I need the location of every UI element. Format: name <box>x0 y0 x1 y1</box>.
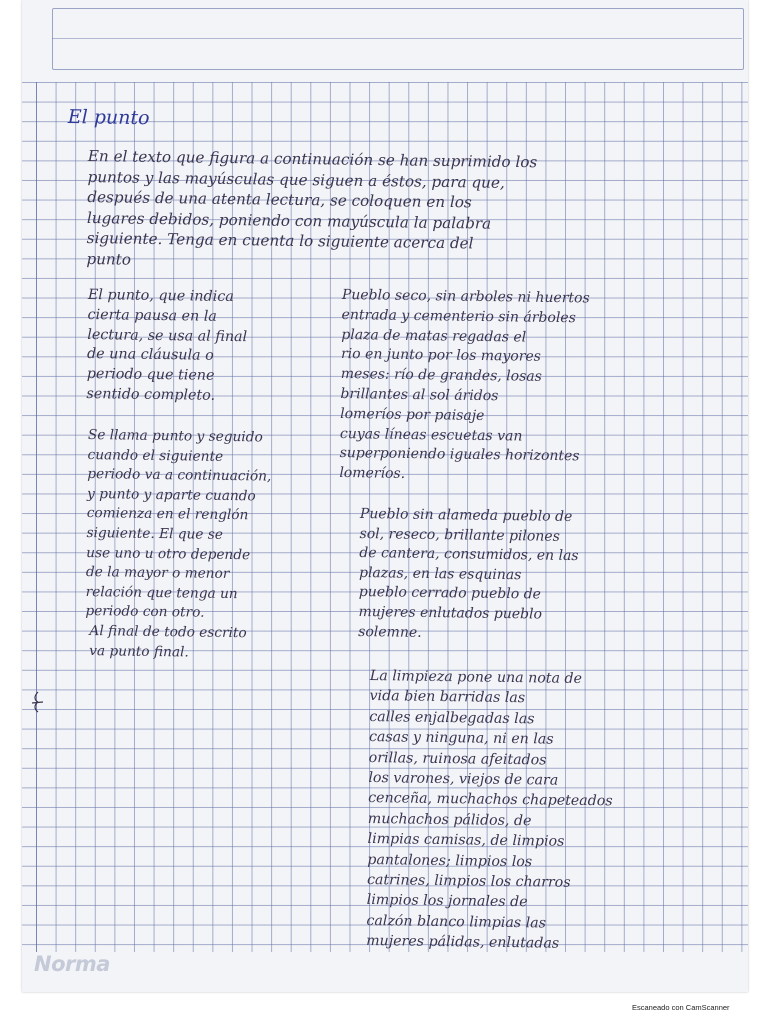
header-box <box>52 8 744 70</box>
text-line: mujeres pálidas, enlutadas <box>366 933 560 952</box>
text-line: entrada y cementerio sin árboles <box>341 306 576 327</box>
text-line: cuyas líneas escuetas van <box>339 425 523 445</box>
left-column-paragraph-2 <box>85 426 272 664</box>
text-line: los varones, viejos de cara <box>368 770 559 789</box>
text-line: meses: río de grandes, losas <box>340 366 542 385</box>
right-column-paragraph-3 <box>366 666 614 955</box>
text-line: lugares debidos, poniendo con mayúscula la palabra <box>86 208 492 233</box>
text-line: lomeríos por paisaje <box>340 405 485 424</box>
text-line: limpias camisas, de limpios <box>367 831 565 850</box>
text-line: va punto final. <box>84 642 189 660</box>
text-line: casas y ninguna, ni en las <box>368 729 554 748</box>
text-line: En el texto que figura a continuación se han suprimido los <box>87 146 538 172</box>
left-column-paragraph-1 <box>86 286 248 407</box>
text-line: puntos y las mayúsculas que siguen a éstos, para que, <box>87 167 505 192</box>
text-line: siguiente. Tenga en cuenta lo siguiente acerca del <box>86 229 474 253</box>
text-line: vida bien barridas las <box>369 688 526 707</box>
text-line: después de una atenta lectura, se coloquen en los <box>87 188 472 212</box>
text-line: calles enjalbegadas las <box>369 708 535 728</box>
text-line: lectura, se usa al final <box>87 326 248 345</box>
text-line: pantalones; limpios los <box>367 851 533 870</box>
page-title: El punto <box>67 106 150 130</box>
text-line: El punto, que indica <box>87 286 234 306</box>
margin-mark-icon <box>30 690 44 714</box>
text-line: mujeres enlutados pueblo <box>358 603 543 623</box>
text-line: cuando el siguiente <box>87 446 224 465</box>
text-line: plazas, en las esquinas <box>358 564 522 584</box>
text-line: siguiente. El que se <box>86 524 224 543</box>
margin-line <box>36 82 37 952</box>
text-line: brillantes al sol áridos <box>340 385 499 405</box>
text-line: La limpieza pone una nota de <box>369 667 583 687</box>
text-line: muchachos pálidos, de <box>367 810 532 830</box>
text-line: lomeríos. <box>339 465 406 483</box>
text-line: periodo va a continuación, <box>87 466 272 485</box>
text-line: Pueblo sin alameda pueblo de <box>359 505 573 525</box>
text-line: solemne. <box>358 623 422 641</box>
text-line: cierta pausa en la <box>87 306 217 325</box>
text-line: comienza en el renglón <box>86 505 249 524</box>
text-line: cenceña, muchachos chapeteados <box>368 790 613 810</box>
page-bottom-margin <box>22 952 748 992</box>
text-line: catrines, limpios los charros <box>366 872 571 891</box>
scanner-footer: Escaneado con CamScanner <box>632 1003 730 1012</box>
text-line: de una cláusula o <box>86 346 214 365</box>
intro-paragraph <box>86 146 537 276</box>
right-column-paragraph-2 <box>358 505 579 645</box>
text-line: sol, reseco, brillante pilones <box>359 525 560 545</box>
text-line: rio en junto por los mayores <box>340 346 542 366</box>
text-line: de la mayor o menor <box>85 564 230 583</box>
text-line: periodo que tiene <box>86 366 215 384</box>
text-line: use uno u otro depende <box>86 544 251 563</box>
text-line: Al final de todo escrito <box>85 622 247 642</box>
text-line: superponiendo iguales horizontes <box>339 445 580 465</box>
text-line: de cantera, consumidos, en las <box>359 545 579 565</box>
brand-logo: Norma <box>34 952 110 976</box>
text-line: relación que tenga un <box>85 583 238 602</box>
text-line: punto <box>86 249 132 269</box>
text-line: limpios los jornales de <box>366 892 528 911</box>
text-line: pueblo cerrado pueblo de <box>358 584 541 603</box>
text-line: Se llama punto y seguido <box>87 426 263 446</box>
text-line: calzón blanco limpias las <box>366 912 547 932</box>
text-line: Pueblo seco, sin arboles ni huertos <box>341 286 590 307</box>
text-line: sentido completo. <box>86 385 216 404</box>
text-line: orillas, ruinosa afeitados <box>368 749 547 769</box>
header-divider <box>52 38 742 39</box>
right-column-paragraph-1 <box>339 286 590 487</box>
text-line: y punto y aparte cuando <box>86 485 256 505</box>
text-line: periodo con otro. <box>85 603 205 621</box>
text-line: plaza de matas regadas el <box>341 326 527 346</box>
